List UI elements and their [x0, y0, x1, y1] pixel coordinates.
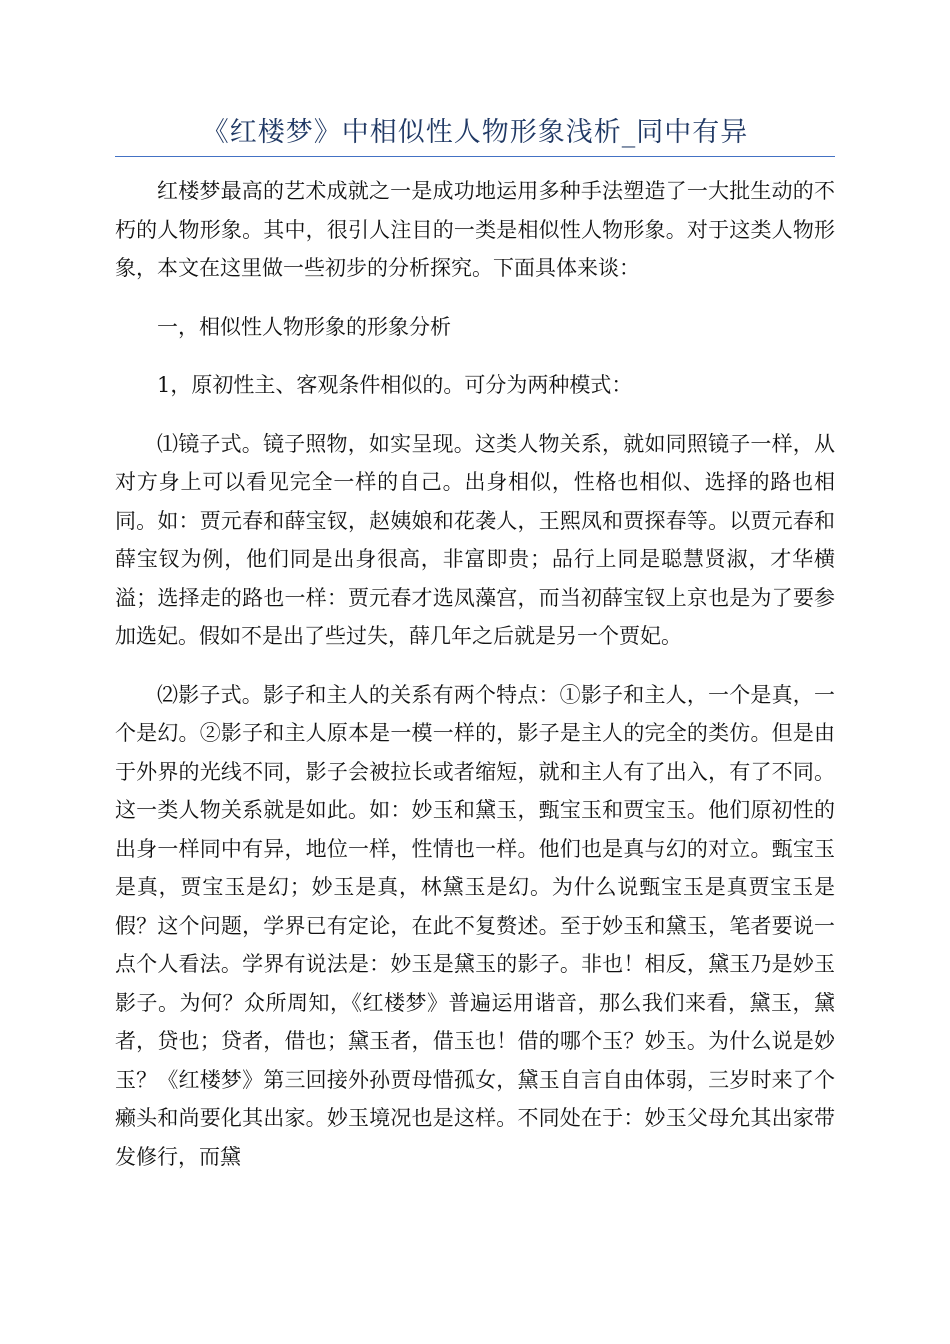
document-body	[115, 172, 835, 1196]
document-title: 《红楼梦》中相似性人物形象浅析_同中有异	[201, 117, 749, 148]
subsection-heading: 1，原初性主、客观条件相似的。可分为两种模式：	[157, 373, 633, 397]
title-underline	[115, 156, 835, 157]
paragraph-mirror-type: ⑴镜子式。镜子照物，如实呈现。这类人物关系，就如同照镜子一样，从对方身上可以看见完全一样的自己。出身相似，性格也相似、选择的路也相同。如：贾元春和薛宝钗，赵姨娘和花袭人，王熙凤和贾探春等。以贾元春和薛宝钗为例，他们同是出身很高，非富即贵；品行上同是聪慧贤淑，才华横溢；选择走的路也一样：贾元春才选凤藻宫，而当初薛宝钗上京也是为了要参加选妃。假如不是出了些过失，薛几年之后就是另一个贾妃。	[115, 431, 835, 648]
paragraph-intro: 红楼梦最高的艺术成就之一是成功地运用多种手法塑造了一大批生动的不朽的人物形象。其中，很引人注目的一类是相似性人物形象。对于这类人物形象，本文在这里做一些初步的分析探究。下面具体来谈：	[115, 179, 835, 280]
section-heading: 一，相似性人物形象的形象分析	[157, 314, 451, 339]
paragraph-shadow-type: ⑵影子式。影子和主人的关系有两个特点：①影子和主人，一个是真，一个是幻。②影子和主人原本是一模一样的，影子是主人的完全的类仿。但是由于外界的光线不同，影子会被拉长或者缩短，就和主人有了出入，有了不同。这一类人物关系就是如此。如：妙玉和黛玉，甄宝玉和贾宝玉。他们原初性的出身一样同中有异，地位一样，性情也一样。他们也是真与幻的对立。甄宝玉是真，贾宝玉是幻；妙玉是真，林黛玉是幻。为什么说甄宝玉是真贾宝玉是假？这个问题，学界已有定论，在此不复赘述。至于妙玉和黛玉，笔者要说一点个人看法。学界有说法是：妙玉是黛玉的影子。非也！相反，黛玉乃是妙玉影子。为何？众所周知，《红楼梦》普遍运用谐音，那么我们来看，黛玉，黛者，贷也；贷者，借也；黛玉者，借玉也！借的哪个玉？妙玉。为什么说是妙玉？《红楼梦》第三回接外孙贾母惜孤女，黛玉自言自由体弱，三岁时来了个癞头和尚要化其出家。妙玉境况也是这样。不同处在于：妙玉父母允其出家带发修行，而黛	[115, 682, 835, 1169]
